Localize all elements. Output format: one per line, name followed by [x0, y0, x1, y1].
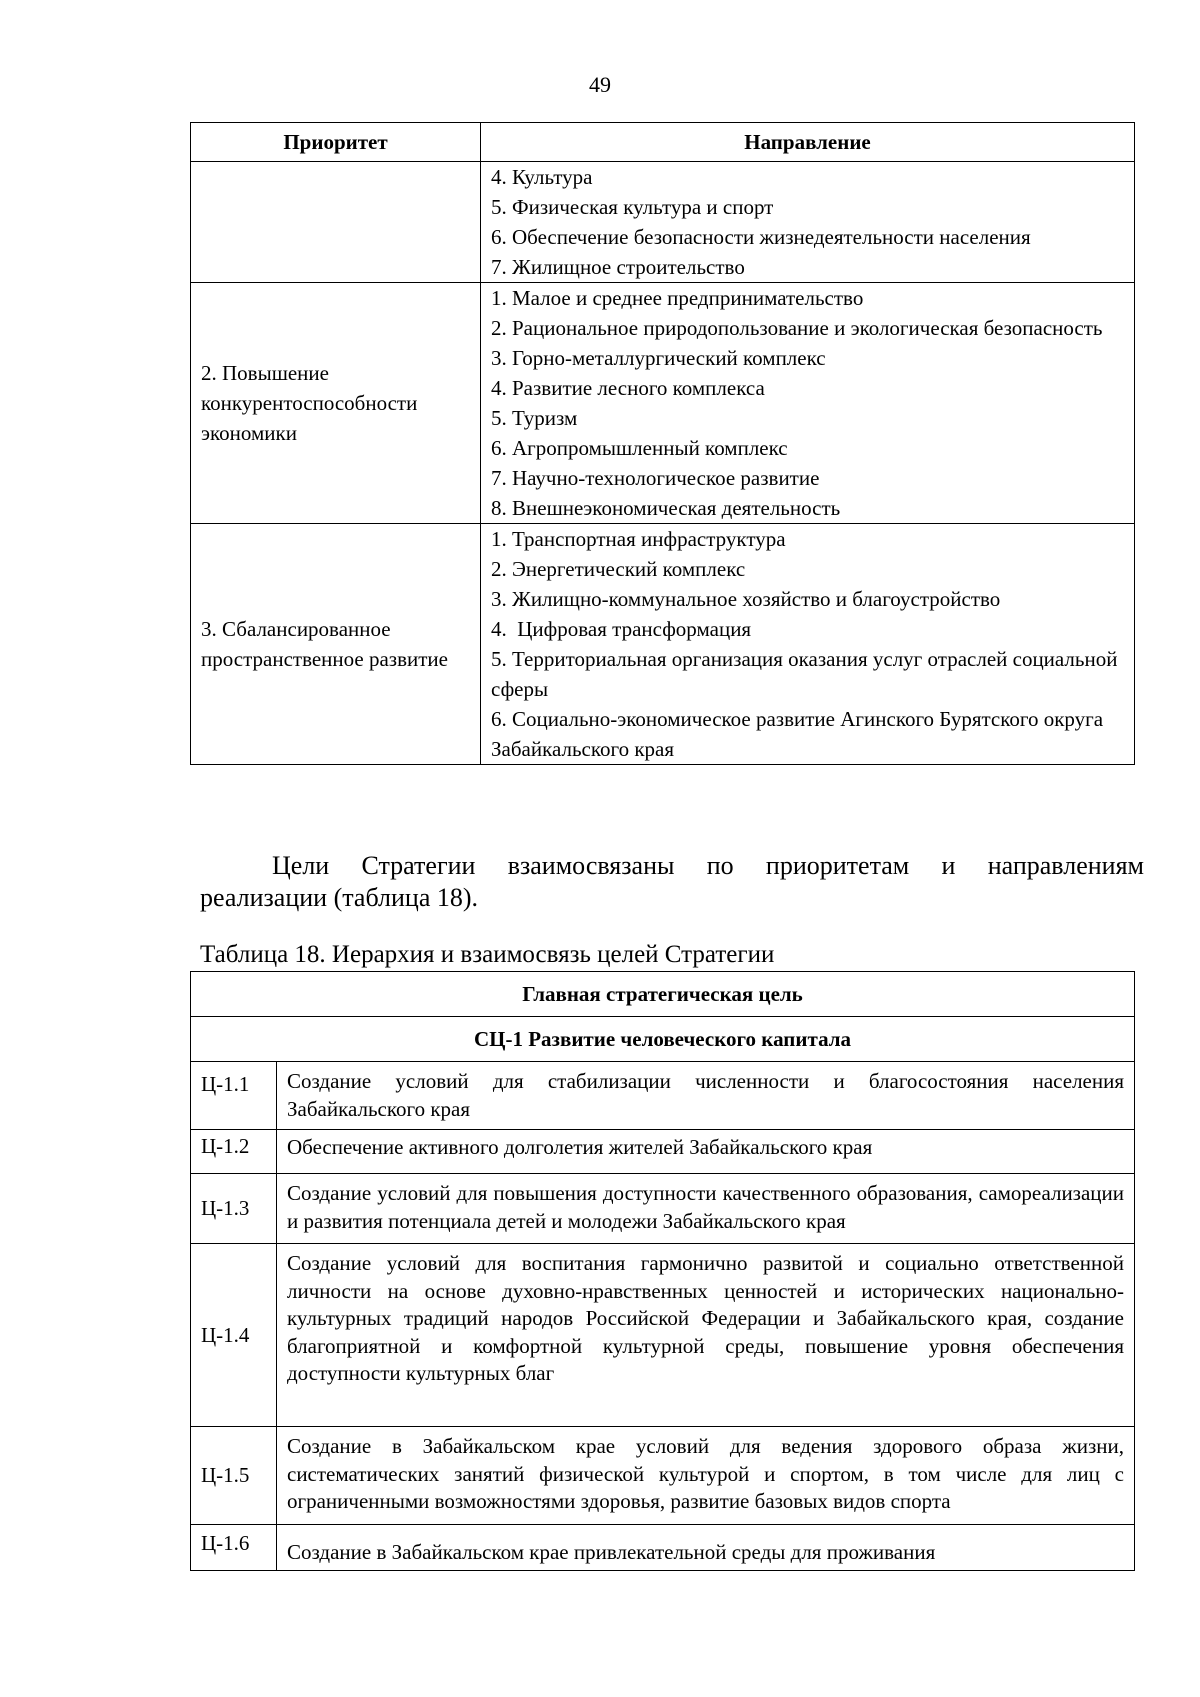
paragraph-line-1: Цели Стратегии взаимосвязаны по приоритетам и направлениям [272, 851, 1144, 880]
table-row [191, 972, 1135, 1017]
direction-item: 5. Территориальная организация оказания услуг отраслей социальной сферы [491, 647, 1118, 701]
main-goal-heading: Главная стратегическая цель [191, 972, 1135, 1017]
paragraph-line-2: реализации (таблица 18). [200, 883, 479, 912]
direction-item: 4. Цифровая трансформация [491, 617, 752, 641]
goal-text: Создание условий для повышения доступности качественного образования, самореализации и развития потенциала детей и молодежи Забайкальского края [277, 1174, 1135, 1244]
direction-item: 5. Туризм [491, 406, 578, 430]
direction-item: 7. Жилищное строительство [491, 255, 745, 279]
table-row [191, 1130, 1135, 1174]
table-row [191, 1427, 1135, 1525]
goal-text: Создание в Забайкальском крае условий для ведения здорового образа жизни, систематических занятий физической культурой и спортом, в том числе для лиц с ограниченными возможностями здоровья, развитие базовых видов спорта [277, 1427, 1135, 1525]
page-number: 49 [589, 72, 611, 97]
goals-hierarchy-table [190, 971, 1135, 1571]
table-row [191, 1017, 1135, 1062]
direction-item: 1. Малое и среднее предпринимательство [491, 286, 864, 310]
priority-cell [191, 162, 481, 283]
directions-cell [481, 283, 1135, 524]
goal-text: Создание в Забайкальском крае привлекательной среды для проживания [277, 1525, 1135, 1571]
table-row [191, 283, 1135, 524]
goal-code: Ц-1.4 [191, 1244, 277, 1427]
body-paragraph [200, 850, 1144, 914]
direction-item: 6. Обеспечение безопасности жизнедеятельности населения [491, 225, 1031, 249]
direction-item: 5. Физическая культура и спорт [491, 195, 774, 219]
goal-text: Создание условий для воспитания гармонично развитой и социально ответственной личности на основе духовно-нравственных ценностей и исторических национально-культурных традиций народов Российской Федерации и Забайкальского края, создание благоприятной и комфортной культурной среды, повышение уровня обеспечения доступности культурных благ [277, 1244, 1135, 1427]
header-direction: Направление [481, 123, 1135, 162]
table-row [191, 524, 1135, 765]
header-priority: Приоритет [191, 123, 481, 162]
direction-item: 3. Горно-металлургический комплекс [491, 346, 826, 370]
direction-item: 4. Культура [491, 165, 593, 189]
directions-cell [481, 524, 1135, 765]
table-header-row [191, 123, 1135, 162]
direction-item: 8. Внешнеэкономическая деятельность [491, 496, 841, 520]
directions-cell [481, 162, 1135, 283]
direction-item: 6. Социально-экономическое развитие Агинского Бурятского округа Забайкальского края [491, 707, 1104, 761]
priorities-directions-table [190, 122, 1135, 765]
table-row [191, 162, 1135, 283]
priority-cell: 3. Сбалансированное пространственное развитие [191, 524, 481, 765]
priority-cell: 2. Повышение конкурентоспособности экономики [191, 283, 481, 524]
table-caption: Таблица 18. Иерархия и взаимосвязь целей Стратегии [200, 941, 775, 968]
direction-item: 6. Агропромышленный комплекс [491, 436, 788, 460]
direction-item: 1. Транспортная инфраструктура [491, 527, 786, 551]
goal-code: Ц-1.1 [191, 1062, 277, 1130]
direction-item: 2. Энергетический комплекс [491, 557, 746, 581]
goal-text: Обеспечение активного долголетия жителей Забайкальского края [277, 1130, 1135, 1174]
table-row [191, 1525, 1135, 1571]
goal-text: Создание условий для стабилизации численности и благосостояния населения Забайкальского края [277, 1062, 1135, 1130]
direction-item: 7. Научно-технологическое развитие [491, 466, 820, 490]
section-heading: СЦ-1 Развитие человеческого капитала [191, 1017, 1135, 1062]
table-row [191, 1062, 1135, 1130]
goal-code: Ц-1.3 [191, 1174, 277, 1244]
goal-code: Ц-1.5 [191, 1427, 277, 1525]
table-row [191, 1244, 1135, 1427]
table-row [191, 1174, 1135, 1244]
direction-item: 3. Жилищно-коммунальное хозяйство и благоустройство [491, 587, 1001, 611]
goal-code: Ц-1.6 [191, 1525, 277, 1571]
direction-item: 2. Рациональное природопользование и экологическая безопасность [491, 316, 1103, 340]
direction-item: 4. Развитие лесного комплекса [491, 376, 765, 400]
goal-code: Ц-1.2 [191, 1130, 277, 1174]
